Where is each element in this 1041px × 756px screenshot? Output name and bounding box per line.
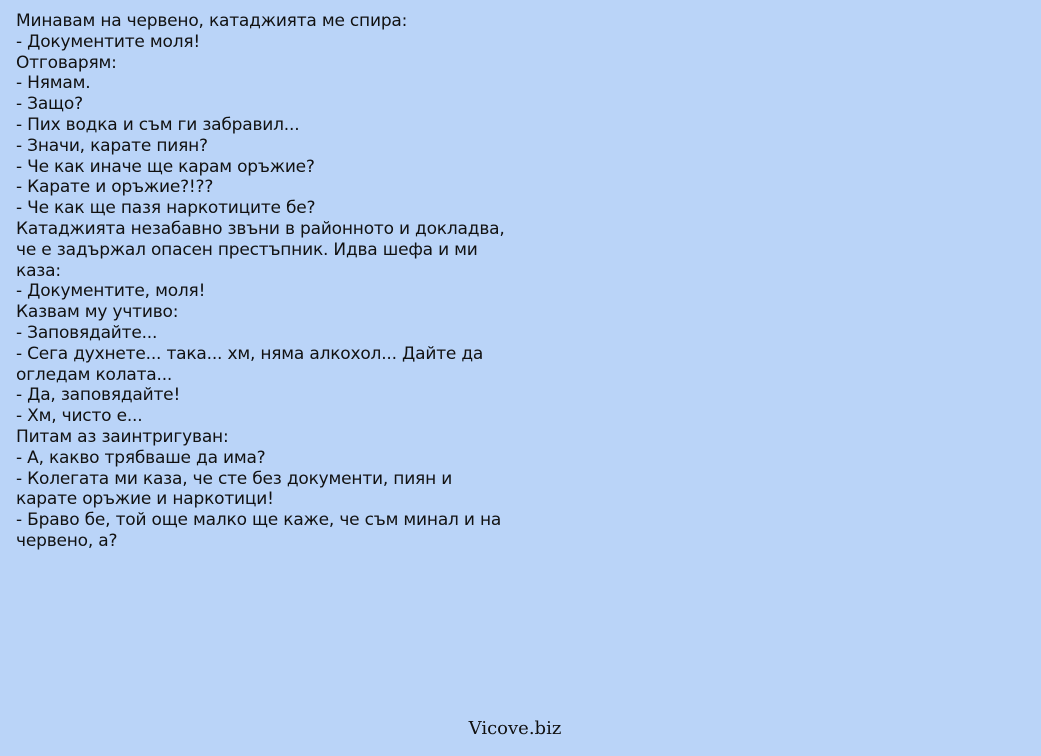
joke-line: - Да, заповядайте! <box>16 385 181 406</box>
joke-text <box>16 11 576 552</box>
joke-line: - Значи, карате пиян? <box>16 135 208 156</box>
joke-line: Питам аз заинтригуван: <box>16 426 229 447</box>
joke-line: - Защо? <box>16 94 83 115</box>
joke-line: огледам колата... <box>16 364 173 385</box>
joke-line: Казвам му учтиво: <box>16 302 179 323</box>
joke-line: че е задържал опасен престъпник. Идва шефа и ми <box>16 239 478 260</box>
joke-line: - Документите моля! <box>16 31 200 52</box>
joke-line: каза: <box>16 260 61 281</box>
joke-line: - А, какво трябваше да има? <box>16 447 266 468</box>
joke-line: - Хм, чисто е... <box>16 406 143 427</box>
joke-line: - Сега духнете... така... хм, няма алкохол... Дайте да <box>16 343 484 364</box>
joke-line: Отговарям: <box>16 52 117 73</box>
joke-line: - Пих водка и съм ги забравил... <box>16 114 300 135</box>
joke-line: - Заповядайте... <box>16 322 158 343</box>
joke-line: - Колегата ми каза, че сте без документи, пиян и <box>16 468 453 489</box>
joke-line: Катаджията незабавно звъни в районното и докладва, <box>16 218 505 239</box>
site-credit: Vicove.biz <box>468 718 562 739</box>
joke-line: - Документите, моля! <box>16 281 206 302</box>
joke-line: - Нямам. <box>16 73 91 94</box>
joke-line: - Карате и оръжие?!?? <box>16 177 214 198</box>
joke-line: - Че как иначе ще карам оръжие? <box>16 156 315 177</box>
joke-line: - Браво бе, той още малко ще каже, че съм минал и на <box>16 510 502 531</box>
joke-line: карате оръжие и наркотици! <box>16 489 274 510</box>
joke-line: Минавам на червено, катаджията ме спира: <box>16 11 408 31</box>
joke-line: - Че как ще пазя наркотиците бе? <box>16 198 316 219</box>
joke-line: червено, а? <box>16 530 118 551</box>
